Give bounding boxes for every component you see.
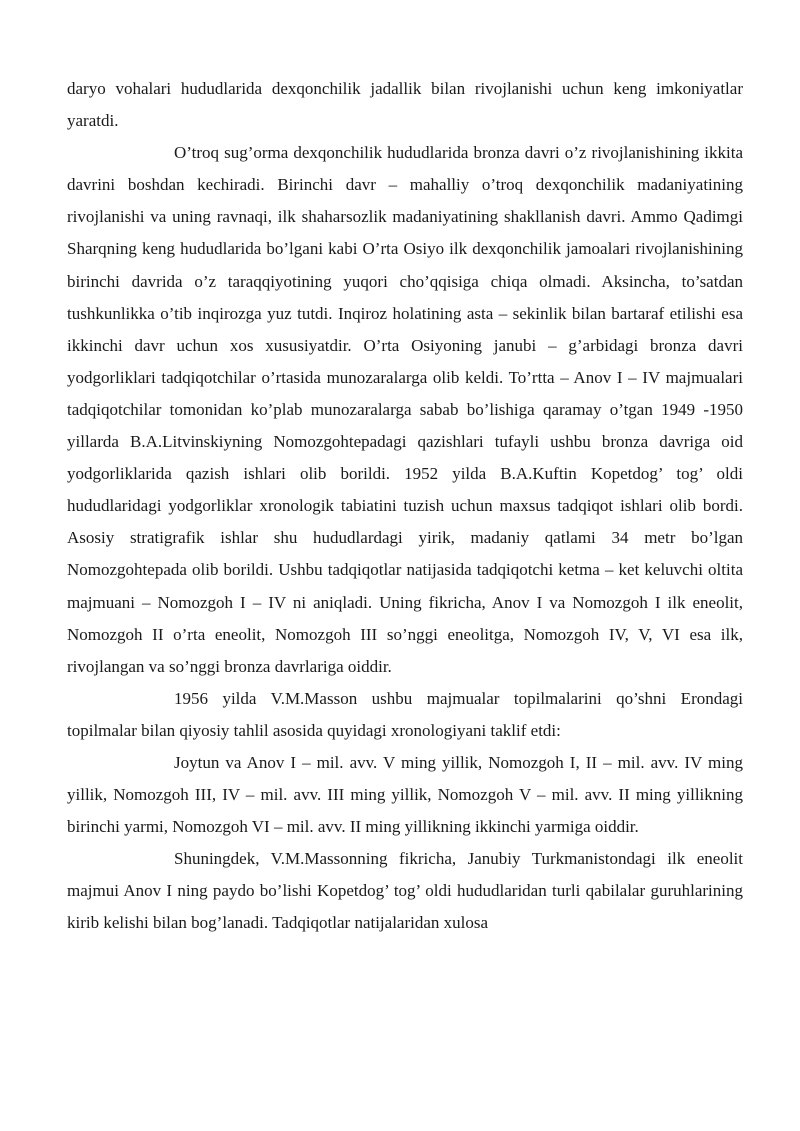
document-page — [67, 73, 743, 940]
paragraph-1: daryo vohalari hududlarida dexqonchilik jadallik bilan rivojlanishi uchun keng imkoniyatlar yaratdi. — [67, 79, 743, 131]
paragraph-2: O’troq sug’orma dexqonchilik hududlarida bronza davri o’z rivojlanishining ikkita davrini boshdan kechiradi. Birinchi davr – mahalliy o’troq dexqonchilik madaniyatining rivojlanishi va uning ravnaqi, ilk shaharsozlik madaniyatining shakllanish davri. Ammo Qadimgi Sharqning keng hududlarida bo’lgani kabi O’rta Osiyo ilk dexqonchilik jamoalari rivojlanishining birinchi davrida o’z taraqqiyotining yuqori cho’qqisiga chiqa olmadi. Aksincha, to’satdan tushkunlikka o’tib inqirozga yuz tutdi. Inqiroz holatining asta – sekinlik bilan bartaraf etilishi esa ikkinchi davr uchun xos xususiyatdir. O’rta Osiyoning janubi – g’arbidagi bronza davri yodgorliklari tadqiqotchilar o’rtasida munozaralarga olib keldi. To’rtta – Anov I – IV majmualari tadqiqotchilar tomonidan ko’plab munozaralarga sabab bo’lishiga qaramay o’tgan 1949 -1950 yillarda B.A.Litvinskiyning Nomozgohtepadagi qazishlari tufayli ushbu bronza davriga oid yodgorliklarida qazish ishlari olib borildi. 1952 yilda B.A.Kuftin Kopetdog’ tog’ oldi hududlaridagi yodgorliklar xronologik tabiatini tuzish uchun maxsus tadqiqot ishlari olib bordi. Asosiy stratigrafik ishlar shu hududlardagi yirik, madaniy qatlami 34 metr bo’lgan Nomozgohtepada olib borildi. Ushbu tadqiqotlar natijasida tadqiqotchi ketma – ket keluvchi oltita majmuani – Nomozgoh I – IV ni aniqladi. Uning fikricha, Anov I va Nomozgoh I ilk eneolit, Nomozgoh II o’rta eneolit, Nomozgoh III so’nggi eneolitga, Nomozgoh IV, V, VI esa ilk, rivojlangan va so’nggi bronza davrlariga oiddir. — [67, 143, 743, 676]
paragraph-5: Shuningdek, V.M.Massonning fikricha, Janubiy Turkmanistondagi ilk eneolit majmui Anov I ning paydo bo’lishi Kopetdog’ tog’ oldi hududlaridan turli qabilalar guruhlarining kirib kelishi bilan bog’lanadi. Tadqiqotlar natijalaridan xulosa — [67, 849, 743, 933]
paragraph-4: Joytun va Anov I – mil. avv. V ming yillik, Nomozgoh I, II – mil. avv. IV ming yillik, Nomozgoh III, IV – mil. avv. III ming yillik, Nomozgoh V – mil. avv. II ming yillikning birinchi yarmi, Nomozgoh VI – mil. avv. II ming yillikning ikkinchi yarmiga oiddir. — [67, 752, 743, 837]
paragraph-3: 1956 yilda V.M.Masson ushbu majmualar topilmalarini qo’shni Erondagi topilmalar bilan qiyosiy tahlil asosida quyidagi xronologiyani taklif etdi: — [67, 688, 743, 740]
